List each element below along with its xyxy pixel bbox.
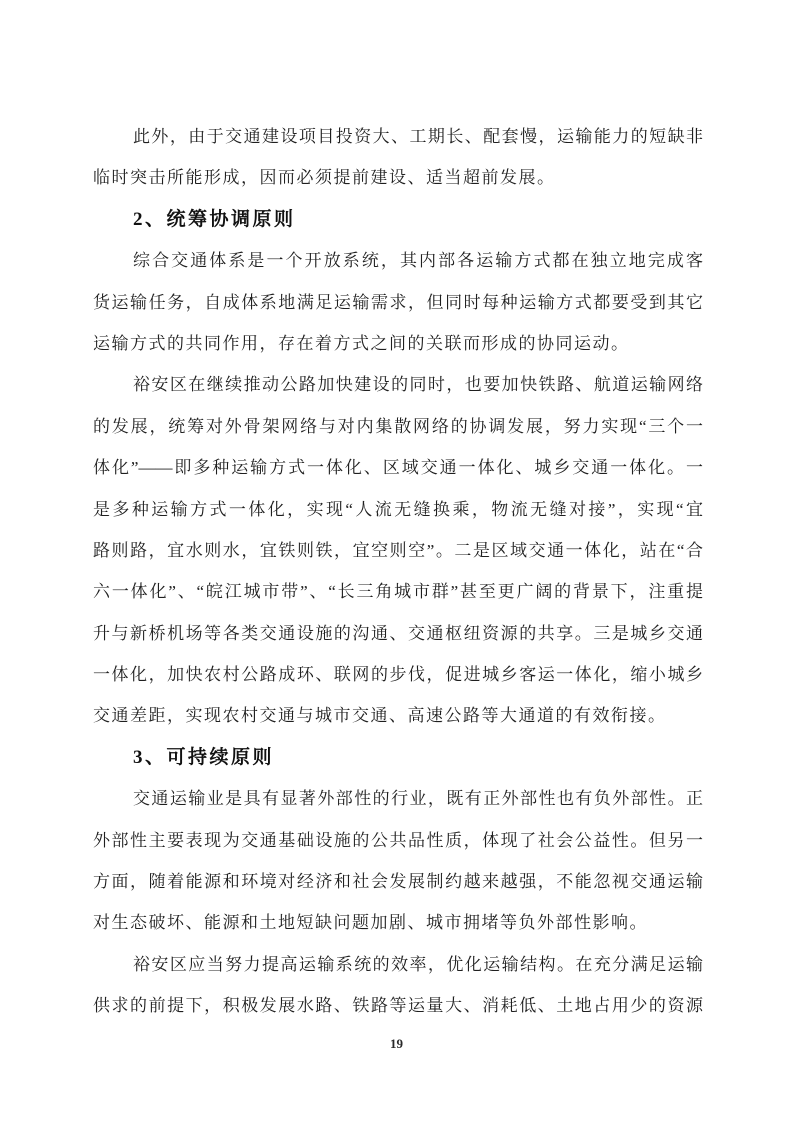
text-line: 方面，随着能源和环境对经济和社会发展制约越来越强，不能忽视交通运输 — [93, 872, 703, 892]
text-line: 货运输任务，自成体系地满足运输需求，但同时每种运输方式都要受到其它 — [93, 292, 703, 312]
text-line: 此外，由于交通建设项目投资大、工期长、配套慢，运输能力的短缺非 — [133, 127, 703, 146]
text-line: 交通运输业是具有显著外部性的行业，既有正外部性也有负外部性。正 — [133, 789, 703, 809]
text-line: 对生态破坏、能源和土地短缺问题加剧、城市拥堵等负外部性影响。 — [93, 913, 648, 933]
page-number: 19 — [390, 1036, 403, 1051]
text-line: 运输方式的共同作用，存在着方式之间的关联而形成的协同运动。 — [93, 333, 630, 353]
text-line: 一体化，加快农村公路成环、联网的步伐，促进城乡客运一体化，缩小城乡 — [93, 665, 703, 685]
section-heading: 3、可持续原则 — [133, 746, 275, 768]
text-line: 临时突击所能形成，因而必须提前建设、适当超前发展。 — [93, 168, 556, 188]
text-line: 体化”——即多种运输方式一体化、区域交通一体化、城乡交通一体化。一 — [93, 458, 703, 478]
text-line: 供求的前提下，积极发展水路、铁路等运量大、消耗低、土地占用少的资源 — [93, 996, 703, 1016]
section-heading: 2、统筹协调原则 — [133, 208, 296, 230]
text-line: 综合交通体系是一个开放系统，其内部各运输方式都在独立地完成客 — [133, 251, 703, 271]
text-line: 升与新桥机场等各类交通设施的沟通、交通枢纽资源的共享。三是城乡交通 — [93, 623, 703, 643]
text-line: 外部性主要表现为交通基础设施的公共品性质，体现了社会公益性。但另一 — [93, 830, 703, 850]
text-line: 路则路，宜水则水，宜铁则铁，宜空则空”。二是区域交通一体化，站在“合 — [93, 540, 703, 560]
text-line: 是多种运输方式一体化，实现“人流无缝换乘，物流无缝对接”，实现“宜 — [93, 499, 703, 519]
document-body — [93, 116, 703, 1027]
text-line: 的发展，统筹对外骨架网络与对内集散网络的协调发展，努力实现“三个一 — [93, 416, 703, 436]
text-line: 裕安区应当努力提高运输系统的效率，优化运输结构。在充分满足运输 — [133, 954, 703, 974]
text-line: 交通差距，实现农村交通与城市交通、高速公路等大通道的有效衔接。 — [93, 706, 667, 726]
text-line: 六一体化”、“皖江城市带”、“长三角城市群”甚至更广阔的背景下，注重提 — [93, 582, 703, 602]
text-line: 裕安区在继续推动公路加快建设的同时，也要加快铁路、航道运输网络 — [133, 375, 703, 395]
